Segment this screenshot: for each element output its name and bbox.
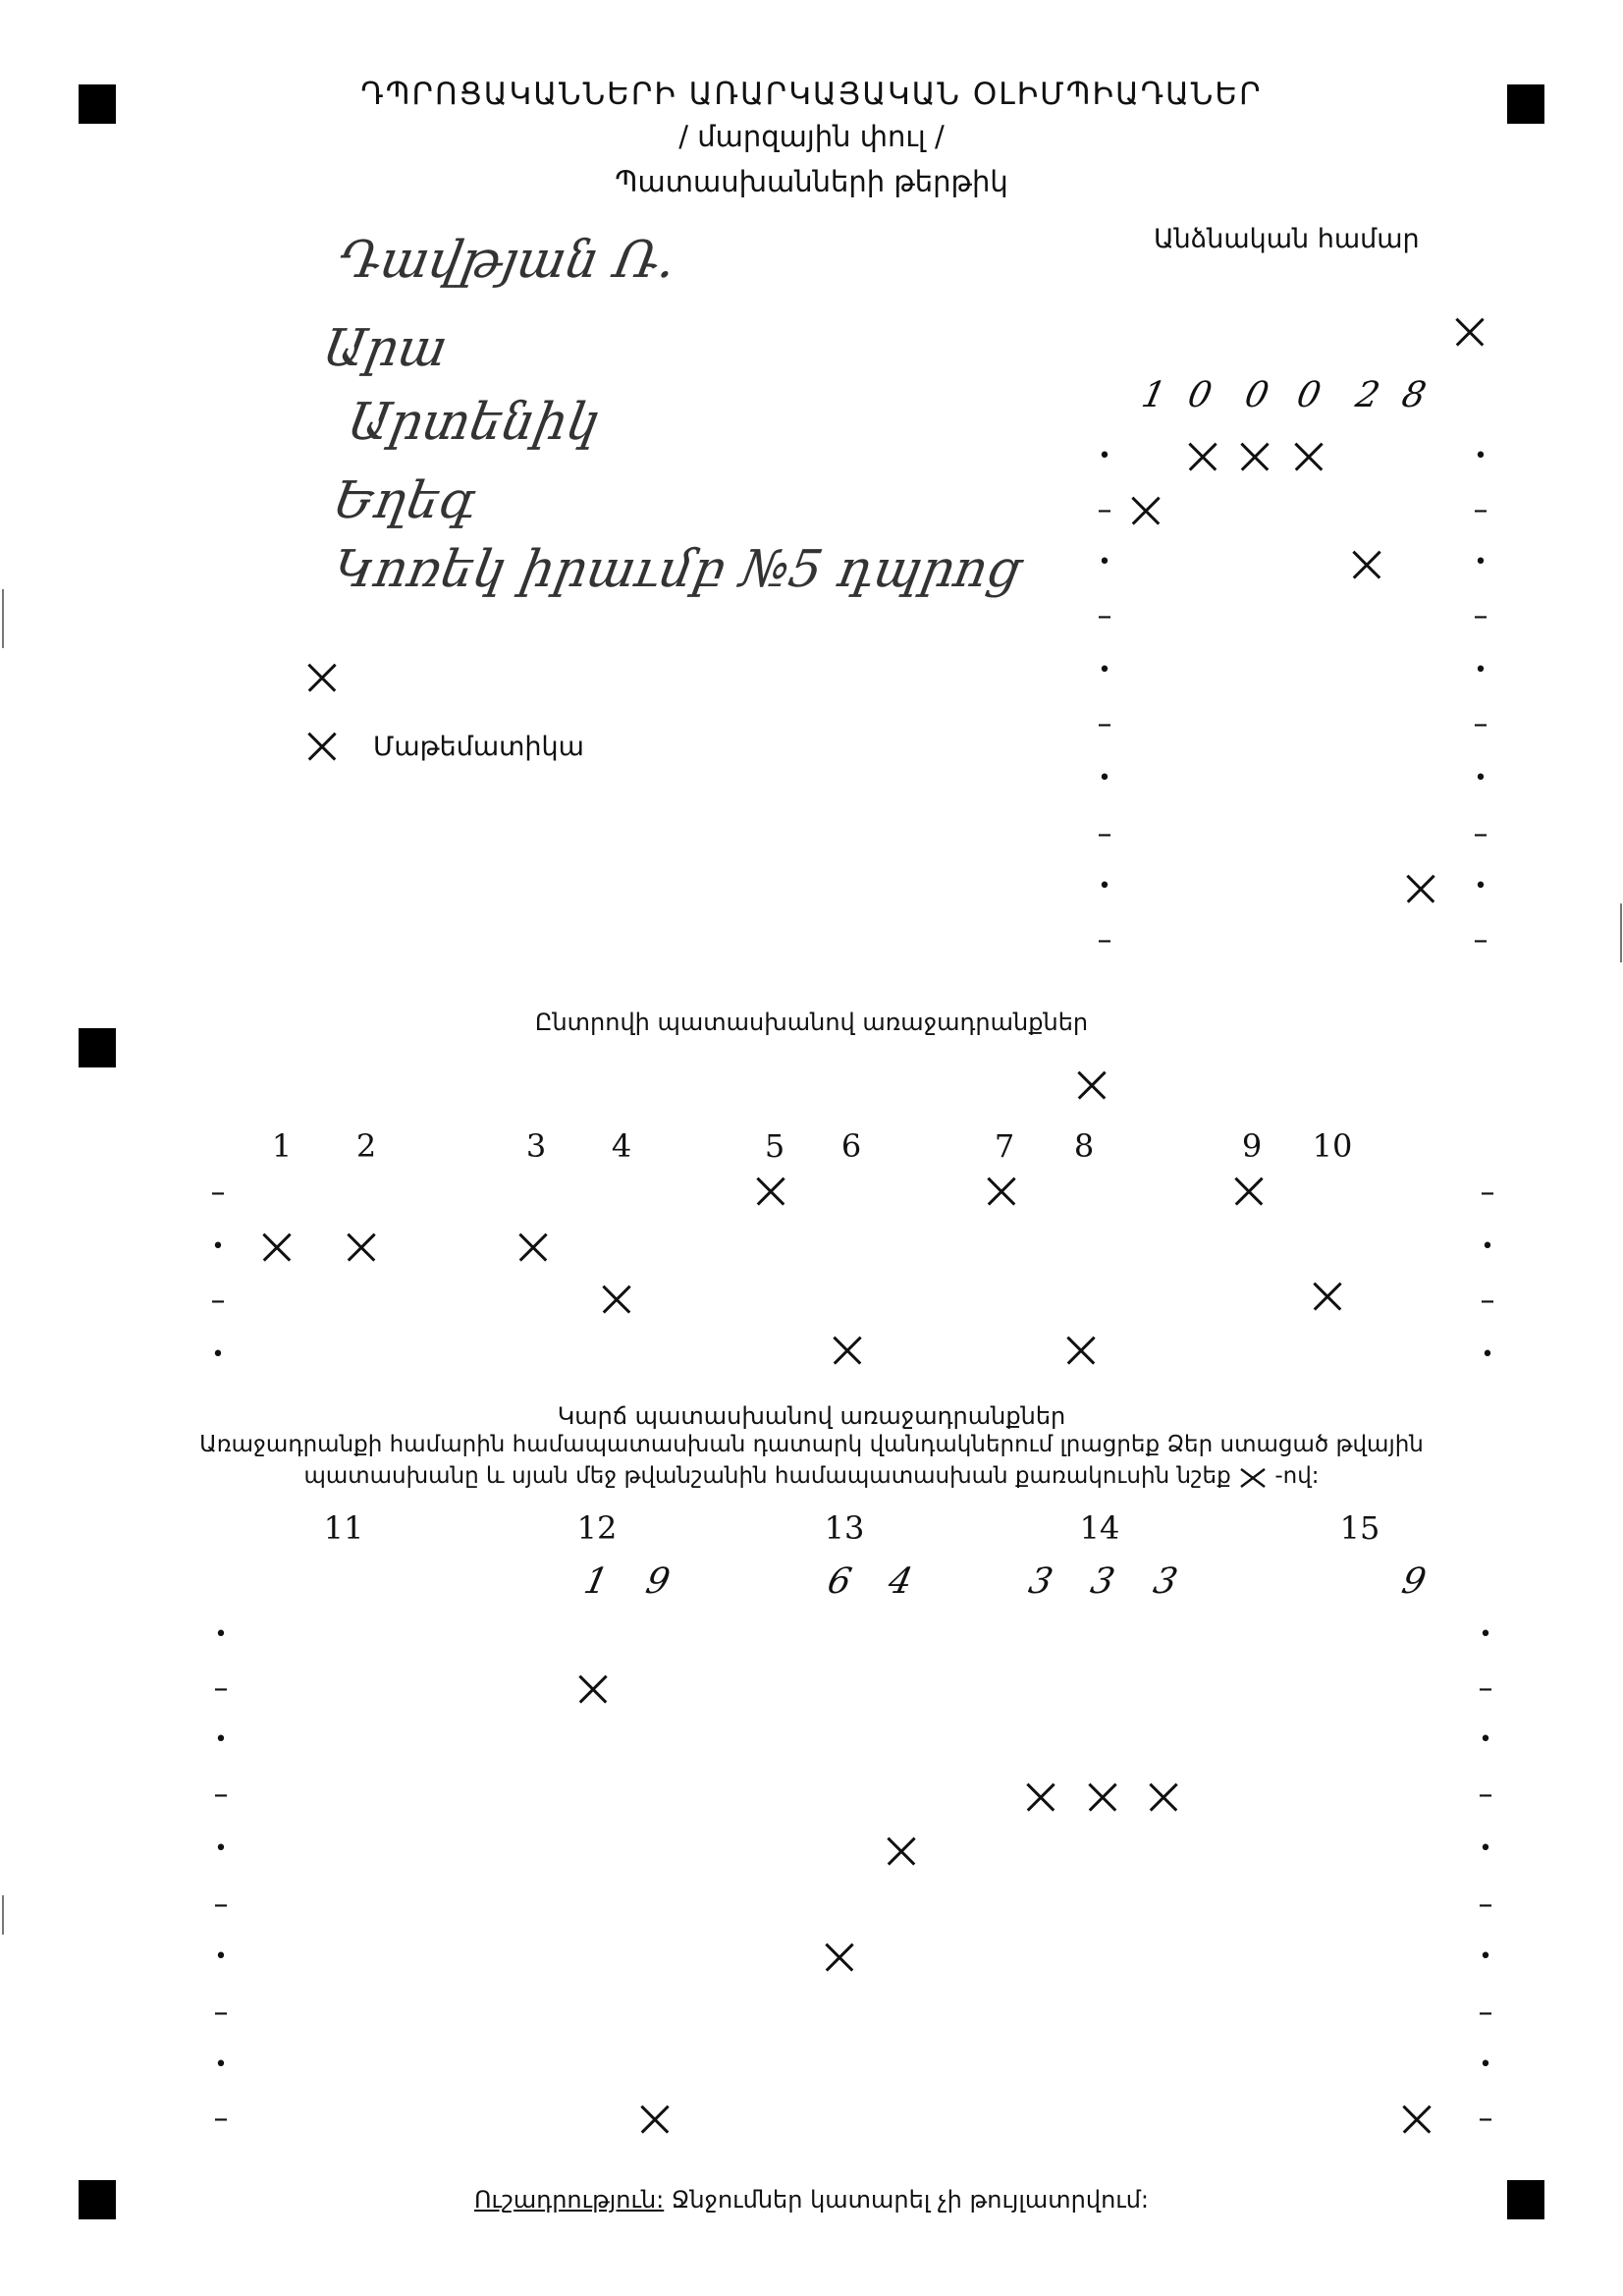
sa-column-number: 13	[824, 1509, 865, 1547]
timing-dash: –	[1480, 1284, 1495, 1318]
form-stage: / մարզային փուլ /	[678, 120, 945, 153]
mc-answer-mark	[346, 1231, 377, 1263]
mc-answer-mark	[1233, 1175, 1265, 1207]
sa-bubble-mark	[1148, 1781, 1179, 1813]
timing-dot: •	[1098, 550, 1111, 574]
sa-column-number: 14	[1079, 1509, 1120, 1547]
mc-answer-mark	[1065, 1335, 1097, 1366]
mc-column-number: 3	[525, 1127, 547, 1165]
short-answer-instructions-3: -ով:	[1274, 1463, 1320, 1489]
sa-bubble-mark	[1025, 1781, 1056, 1813]
id-digit: 0	[1184, 375, 1216, 415]
timing-dash: –	[1478, 2102, 1493, 2136]
timing-dash: –	[1473, 817, 1488, 851]
mc-column-number: 7	[994, 1127, 1015, 1165]
timing-dot: •	[1474, 658, 1488, 683]
timing-dash: –	[213, 1995, 229, 2030]
footer-warning-text: Ջնջումներ կատարել չի թույլատրվում:	[664, 2186, 1150, 2214]
timing-dot: •	[1479, 1836, 1492, 1861]
mc-column-number: 9	[1241, 1127, 1263, 1165]
timing-dash: –	[1097, 923, 1112, 957]
mc-answer-mark	[261, 1231, 293, 1263]
id-digit: 0	[1241, 375, 1272, 415]
mc-column-number: 8	[1073, 1127, 1095, 1165]
x-mark-icon	[1238, 1466, 1268, 1488]
timing-dash: –	[213, 2102, 229, 2136]
handwritten-school: Կոռեկ իրաւմբ №5 դպրոց	[328, 540, 1026, 599]
id-bubble-mark	[1351, 549, 1382, 580]
sa-answer-digit: 9	[642, 1561, 674, 1602]
sa-bubble-mark	[577, 1673, 609, 1705]
timing-dash: –	[1478, 1887, 1493, 1922]
sa-column-number: 12	[576, 1509, 618, 1547]
timing-dot: •	[1098, 766, 1111, 791]
timing-dash: –	[1097, 493, 1112, 527]
sa-bubble-mark	[886, 1835, 917, 1867]
mc-column-number: 5	[764, 1127, 785, 1165]
sa-answer-digit: 6	[824, 1561, 855, 1602]
timing-dot: •	[1479, 2052, 1492, 2077]
short-answer-instructions-1: Առաջադրանքի համարին համապատասխան դատարկ վանդակներում լրացրեք Ձեր ստացած թվային	[199, 1432, 1424, 1457]
id-digit: 2	[1352, 375, 1383, 415]
timing-dot: •	[1474, 766, 1488, 791]
short-answer-title: Կարճ պատասխանով առաջադրանքներ	[557, 1402, 1066, 1430]
mc-answer-mark	[986, 1175, 1017, 1207]
id-header-mark	[1454, 316, 1486, 348]
sa-answer-digit: 4	[885, 1561, 916, 1602]
sa-column-number: 11	[323, 1509, 364, 1547]
handwritten-name: Արա	[318, 319, 453, 378]
handwritten-region: Եղեգ	[328, 471, 481, 530]
id-digit: 8	[1398, 375, 1430, 415]
personal-number-label: Անձնական համար	[1154, 224, 1420, 254]
mc-column-number: 6	[840, 1127, 862, 1165]
timing-dash: –	[213, 1777, 229, 1812]
timing-dot: •	[1098, 444, 1111, 468]
subject-label: Մաթեմատիկա	[373, 732, 584, 762]
timing-dash: –	[1473, 707, 1488, 741]
timing-dot: •	[214, 1727, 228, 1752]
mc-column-number: 2	[355, 1127, 377, 1165]
form-title: ԴՊՐՈՑԱԿԱՆՆԵՐԻ ԱՌԱՐԿԱՅԱԿԱՆ ՕԼԻՄՊԻԱԴԱՆԵՐ	[360, 77, 1263, 112]
mc-answer-mark	[1312, 1281, 1343, 1312]
mc-column-number: 1	[271, 1127, 293, 1165]
timing-dot: •	[214, 1622, 228, 1647]
sa-answer-digit: 3	[1150, 1561, 1181, 1602]
mc-column-number: 10	[1312, 1127, 1353, 1165]
timing-dash: –	[1473, 599, 1488, 633]
timing-dot: •	[211, 1342, 225, 1367]
timing-dash: –	[1478, 1671, 1493, 1706]
timing-dash: –	[213, 1671, 229, 1706]
id-bubble-mark	[1405, 873, 1436, 904]
mc-answer-mark	[517, 1231, 549, 1263]
sa-bubble-mark	[639, 2104, 671, 2135]
scan-edge	[1620, 903, 1622, 962]
form-sheet-title: Պատասխանների թերթիկ	[615, 165, 1008, 198]
timing-dot: •	[1481, 1234, 1494, 1259]
mc-column-number: 4	[611, 1127, 632, 1165]
sa-column-number: 15	[1339, 1509, 1380, 1547]
timing-dash: –	[210, 1284, 226, 1318]
sa-bubble-mark	[824, 1941, 855, 1973]
timing-dot: •	[211, 1234, 225, 1259]
handwritten-surname: Դավթյան Ռ.	[333, 231, 680, 290]
selection-mark	[306, 662, 338, 693]
timing-dash: –	[1473, 493, 1488, 527]
timing-dash: –	[1097, 599, 1112, 633]
sa-bubble-mark	[1087, 1781, 1118, 1813]
timing-dot: •	[1474, 444, 1488, 468]
subject-selected-mark	[306, 731, 338, 762]
sa-answer-digit: 9	[1398, 1561, 1430, 1602]
footer-warning	[0, 2186, 1623, 2214]
id-digit: 1	[1138, 375, 1169, 415]
short-answer-instructions-2: պատասխանը և սյան մեջ թվանշանին համապատասխան քառակուսին նշեք	[303, 1463, 1231, 1489]
timing-dot: •	[1479, 1944, 1492, 1969]
id-digit: 0	[1293, 375, 1325, 415]
id-bubble-mark	[1239, 441, 1271, 472]
timing-dot: •	[1474, 874, 1488, 899]
timing-dot: •	[1479, 1727, 1492, 1752]
timing-dot: •	[1481, 1342, 1494, 1367]
timing-dash: –	[1473, 923, 1488, 957]
timing-dash: –	[1478, 1777, 1493, 1812]
multiple-choice-header-mark	[1076, 1069, 1108, 1101]
mc-answer-mark	[601, 1284, 632, 1315]
timing-dot: •	[1098, 874, 1111, 899]
timing-dot: •	[214, 1836, 228, 1861]
timing-dot: •	[214, 1944, 228, 1969]
mc-answer-mark	[755, 1175, 786, 1207]
id-bubble-mark	[1130, 495, 1162, 526]
timing-dash: –	[1478, 1995, 1493, 2030]
sa-answer-digit: 1	[580, 1561, 612, 1602]
sa-answer-digit: 3	[1025, 1561, 1056, 1602]
timing-dash: –	[210, 1175, 226, 1210]
timing-dot: •	[214, 2052, 228, 2077]
timing-dot: •	[1479, 1622, 1492, 1647]
scan-edge	[2, 1895, 4, 1935]
timing-dash: –	[1097, 707, 1112, 741]
mc-answer-mark	[832, 1335, 863, 1366]
sa-answer-digit: 3	[1087, 1561, 1118, 1602]
short-answer-instructions-line-2	[0, 1463, 1623, 1489]
handwritten-patronymic: Արտենիկ	[343, 393, 605, 452]
timing-dash: –	[213, 1887, 229, 1922]
sa-bubble-mark	[1401, 2104, 1433, 2135]
id-bubble-mark	[1187, 441, 1218, 472]
id-bubble-mark	[1293, 441, 1325, 472]
timing-dash: –	[1097, 817, 1112, 851]
timing-dot: •	[1474, 550, 1488, 574]
multiple-choice-title: Ընտրովի պատասխանով առաջադրանքներ	[534, 1009, 1089, 1036]
footer-warning-label: Ուշադրություն:	[473, 2186, 665, 2214]
timing-dash: –	[1480, 1175, 1495, 1210]
scan-edge	[2, 589, 4, 648]
timing-dot: •	[1098, 658, 1111, 683]
